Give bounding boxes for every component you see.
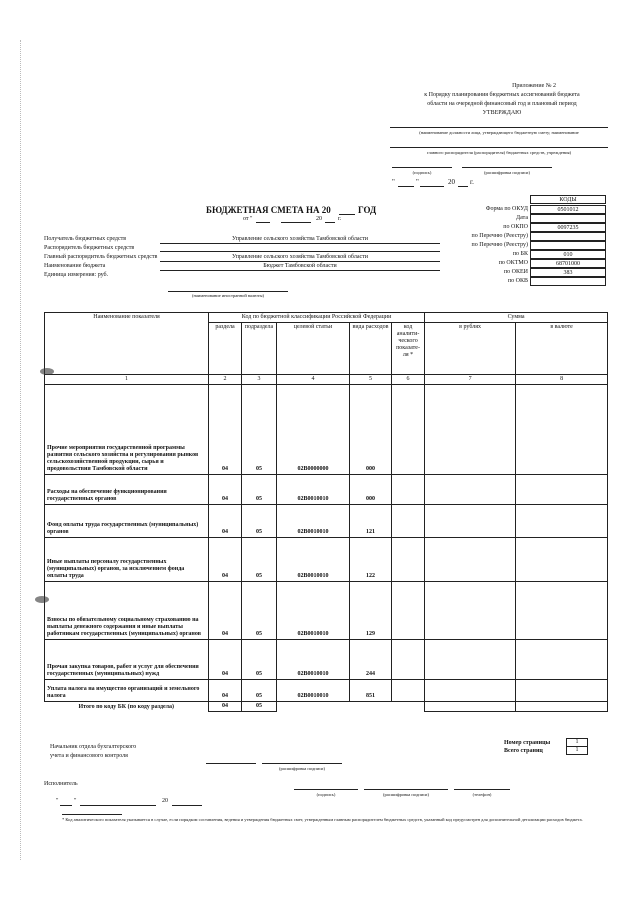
header-statya: целевой статьи: [277, 323, 350, 375]
executor-date-q1: ": [56, 798, 59, 804]
unit-label: Единица измерения: руб.: [44, 272, 109, 278]
row-name: Прочая закупка товаров, работ и услуг для обеспечения государственных (муниципальных) нужд: [45, 640, 209, 680]
executor-date-year: 20: [162, 798, 168, 804]
row-name: Прочие мероприятия государственной программы развития сельского хозяйства и регулирования рынков сельскохозяйственной продукции, сырья и продовольствия Тамбовской области: [45, 385, 209, 475]
code-value-6[interactable]: 68701000: [530, 259, 606, 268]
manager-caption: главного распорядителя (распорядителя) бюджетных средств, учреждения): [426, 150, 572, 155]
header-num-5: 5: [350, 375, 392, 385]
code-label-4: по Перечню (Реестру): [471, 242, 528, 248]
code-value-2[interactable]: 0097235: [530, 223, 606, 232]
row-vid: 122: [350, 538, 392, 582]
header-rub: в рублях: [425, 323, 516, 375]
table-row: [45, 505, 608, 538]
code-value-3[interactable]: [530, 232, 606, 241]
row-kod[interactable]: [392, 385, 425, 475]
row-kod[interactable]: [392, 680, 425, 702]
row-razdel: 04: [209, 640, 242, 680]
header-vid: вида расходов: [350, 323, 392, 375]
header-name: Наименование показателя: [45, 313, 209, 375]
head-decode-line[interactable]: [262, 763, 342, 764]
code-label-1: Дата: [516, 215, 528, 221]
manager-value-line[interactable]: [160, 251, 440, 252]
row-val[interactable]: [516, 505, 608, 538]
position-caption: (наименование должности лица, утверждающего бюджетную смету; наименование: [419, 130, 579, 135]
header-sum-group: Сумма: [425, 313, 608, 323]
row-vid: 244: [350, 640, 392, 680]
row-kod[interactable]: [392, 582, 425, 640]
currency-caption: (наименование иностранной валюты): [192, 293, 264, 298]
total-razdel: 04: [209, 702, 242, 712]
chief-value[interactable]: Управление сельского хозяйства Тамбовской области: [232, 254, 368, 260]
row-razdel: 04: [209, 582, 242, 640]
appendix-line2: области на очередной финансовый год и плановый период: [427, 101, 577, 107]
row-podrazdel: 05: [242, 680, 277, 702]
scan-edge: [20, 40, 22, 860]
header-num-8: 8: [516, 375, 608, 385]
budget-table: [44, 312, 608, 712]
row-statya: 02В0010010: [277, 640, 350, 680]
code-value-5[interactable]: 010: [530, 250, 606, 259]
title-from-g: г.: [338, 216, 342, 222]
header-num-4: 4: [277, 375, 350, 385]
head-decode-caption: (расшифровка подписи): [279, 766, 325, 771]
row-name: Фонд оплаты труда государственных (муниципальных) органов: [45, 505, 209, 538]
row-statya: 02В0010010: [277, 475, 350, 505]
row-vid: 129: [350, 582, 392, 640]
footnote: * Код аналитического показателя указывается в случае, если порядком составления, ведения и утверждения бюджетных смет, утвержденным главным распорядителем бюджетных средств, указанный код предусмотрен для дополнительной детализации расходов бюджета.: [62, 817, 583, 822]
header-val: в валюте: [516, 323, 608, 375]
executor-phone-line[interactable]: [454, 789, 510, 790]
executor-phone-caption: (телефон): [472, 792, 492, 797]
header-num-2: 2: [209, 375, 242, 385]
code-label-2: по ОКПО: [503, 224, 528, 230]
scan-smudge: [40, 368, 54, 375]
codes-header: КОДЫ: [530, 195, 606, 204]
row-rub[interactable]: [425, 475, 516, 505]
header-podrazdel: подраздела: [242, 323, 277, 375]
code-label-7: по ОКЕИ: [503, 269, 528, 275]
code-label-8: по ОКВ: [507, 278, 528, 284]
header-num-7: 7: [425, 375, 516, 385]
row-name: Иные выплаты персоналу государственных (муниципальных) органов, за исключением фонда оплаты труда: [45, 538, 209, 582]
approval-decode-line[interactable]: [462, 167, 552, 168]
title-from: от ": [243, 216, 253, 222]
code-label-0: Форма по ОКУД: [485, 206, 528, 212]
executor-sign-line[interactable]: [294, 789, 358, 790]
executor-decode-line[interactable]: [364, 789, 448, 790]
code-label-3: по Перечню (Реестру): [471, 233, 528, 239]
header-razdel: раздела: [209, 323, 242, 375]
chief-label: Главный распорядитель бюджетных средств: [44, 254, 158, 260]
head-sign-line[interactable]: [206, 763, 256, 764]
row-vid: 000: [350, 475, 392, 505]
row-val[interactable]: [516, 475, 608, 505]
code-value-1[interactable]: [530, 214, 606, 223]
approval-sign-caption: (подпись): [412, 170, 432, 175]
header-num-1: 1: [45, 375, 209, 385]
document-title-year: ГОД: [358, 205, 377, 215]
row-statya: 02В0010010: [277, 582, 350, 640]
row-podrazdel: 05: [242, 475, 277, 505]
row-kod[interactable]: [392, 475, 425, 505]
approval-decode-caption: (расшифровка подписи): [484, 170, 530, 175]
row-rub[interactable]: [425, 385, 516, 475]
row-razdel: 04: [209, 385, 242, 475]
table-row: [45, 385, 608, 475]
row-razdel: 04: [209, 505, 242, 538]
total-rub[interactable]: [425, 702, 516, 712]
budget-value[interactable]: Бюджет Тамбовской области: [263, 263, 337, 269]
total-label: Итого по коду БК (по коду раздела): [78, 703, 175, 710]
title-from-year: 20: [316, 216, 322, 222]
manager-label: Распорядитель бюджетных средств: [44, 245, 135, 251]
row-val[interactable]: [516, 385, 608, 475]
row-val[interactable]: [516, 538, 608, 582]
code-value-8[interactable]: [530, 277, 606, 286]
table-row: [45, 475, 608, 505]
budget-label: Наименование бюджета: [44, 263, 106, 269]
row-rub[interactable]: [425, 582, 516, 640]
row-podrazdel: 05: [242, 640, 277, 680]
page-number-box: 1: [566, 738, 588, 747]
document-title: БЮДЖЕТНАЯ СМЕТА НА 20: [206, 205, 331, 215]
table-row: [45, 640, 608, 680]
header-num-6: 6: [392, 375, 425, 385]
approval-date-g: г.: [470, 178, 474, 186]
page-total-box: 1: [566, 746, 588, 755]
approve-word: УТВЕРЖДАЮ: [482, 110, 522, 116]
executor-label: Исполнитель: [44, 781, 78, 787]
row-rub[interactable]: [425, 538, 516, 582]
row-podrazdel: 05: [242, 538, 277, 582]
code-label-5: по БК: [512, 251, 528, 257]
approval-date-q2: ": [416, 178, 419, 186]
row-rub[interactable]: [425, 505, 516, 538]
row-statya: 02В0010010: [277, 538, 350, 582]
appendix-line1: к Порядку планирования бюджетных ассигнований бюджета: [424, 92, 580, 98]
row-statya: 02В0010010: [277, 505, 350, 538]
appendix-title: Приложение № 2: [512, 83, 556, 89]
scan-smudge: [35, 596, 49, 603]
page-total-label: Всего страниц: [504, 748, 543, 754]
row-vid: 851: [350, 680, 392, 702]
executor-date-q2: ": [74, 798, 77, 804]
row-statya: 02В0000000: [277, 385, 350, 475]
total-podrazdel: 05: [242, 702, 277, 712]
row-vid: 121: [350, 505, 392, 538]
recipient-label: Получатель бюджетных средств: [44, 236, 127, 242]
executor-sign-caption: (подпись): [316, 792, 336, 797]
head-title-2: учета и финансового контроля: [50, 753, 128, 759]
row-val[interactable]: [516, 680, 608, 702]
code-value-7[interactable]: 383: [530, 268, 606, 277]
header-num-3: 3: [242, 375, 277, 385]
table-row: [45, 538, 608, 582]
approval-signature-line[interactable]: [392, 167, 452, 168]
recipient-value[interactable]: Управление сельского хозяйства Тамбовской области: [232, 236, 368, 242]
code-value-0[interactable]: 0501012: [530, 205, 606, 214]
row-rub[interactable]: [425, 640, 516, 680]
code-label-6: по ОКТМО: [498, 260, 528, 266]
head-title-1: Начальник отдела бухгалтерского: [50, 744, 137, 750]
header-code-group: Код по бюджетной классификации Российской Федерации: [209, 313, 425, 323]
row-razdel: 04: [209, 680, 242, 702]
row-val[interactable]: [516, 640, 608, 680]
row-kod[interactable]: [392, 640, 425, 680]
header-kod: код аналити-ческого показате-ля *: [392, 323, 425, 375]
row-rub[interactable]: [425, 680, 516, 702]
row-statya: 02В0010010: [277, 680, 350, 702]
total-val[interactable]: [516, 702, 608, 712]
row-podrazdel: 05: [242, 582, 277, 640]
row-podrazdel: 05: [242, 505, 277, 538]
row-razdel: 04: [209, 538, 242, 582]
row-val[interactable]: [516, 582, 608, 640]
row-podrazdel: 05: [242, 385, 277, 475]
row-vid: 000: [350, 385, 392, 475]
executor-decode-caption: (расшифровка подписи): [383, 792, 429, 797]
table-row: [45, 680, 608, 702]
row-kod[interactable]: [392, 505, 425, 538]
row-razdel: 04: [209, 475, 242, 505]
row-name: Расходы на обеспечение функционирования государственных органов: [45, 475, 209, 505]
page-number-label: Номер страницы: [504, 740, 551, 746]
code-value-4[interactable]: [530, 241, 606, 250]
row-name: Уплата налога на имущество организаций и земельного налога: [45, 680, 209, 702]
row-name: Взносы по обязательному социальному страхованию на выплаты денежного содержания и иные выплаты работникам государственных (муниципальных) органов: [45, 582, 209, 640]
row-kod[interactable]: [392, 538, 425, 582]
table-row: [45, 582, 608, 640]
approval-date-year: 20: [448, 178, 455, 186]
approval-date-q1: ": [392, 178, 395, 186]
